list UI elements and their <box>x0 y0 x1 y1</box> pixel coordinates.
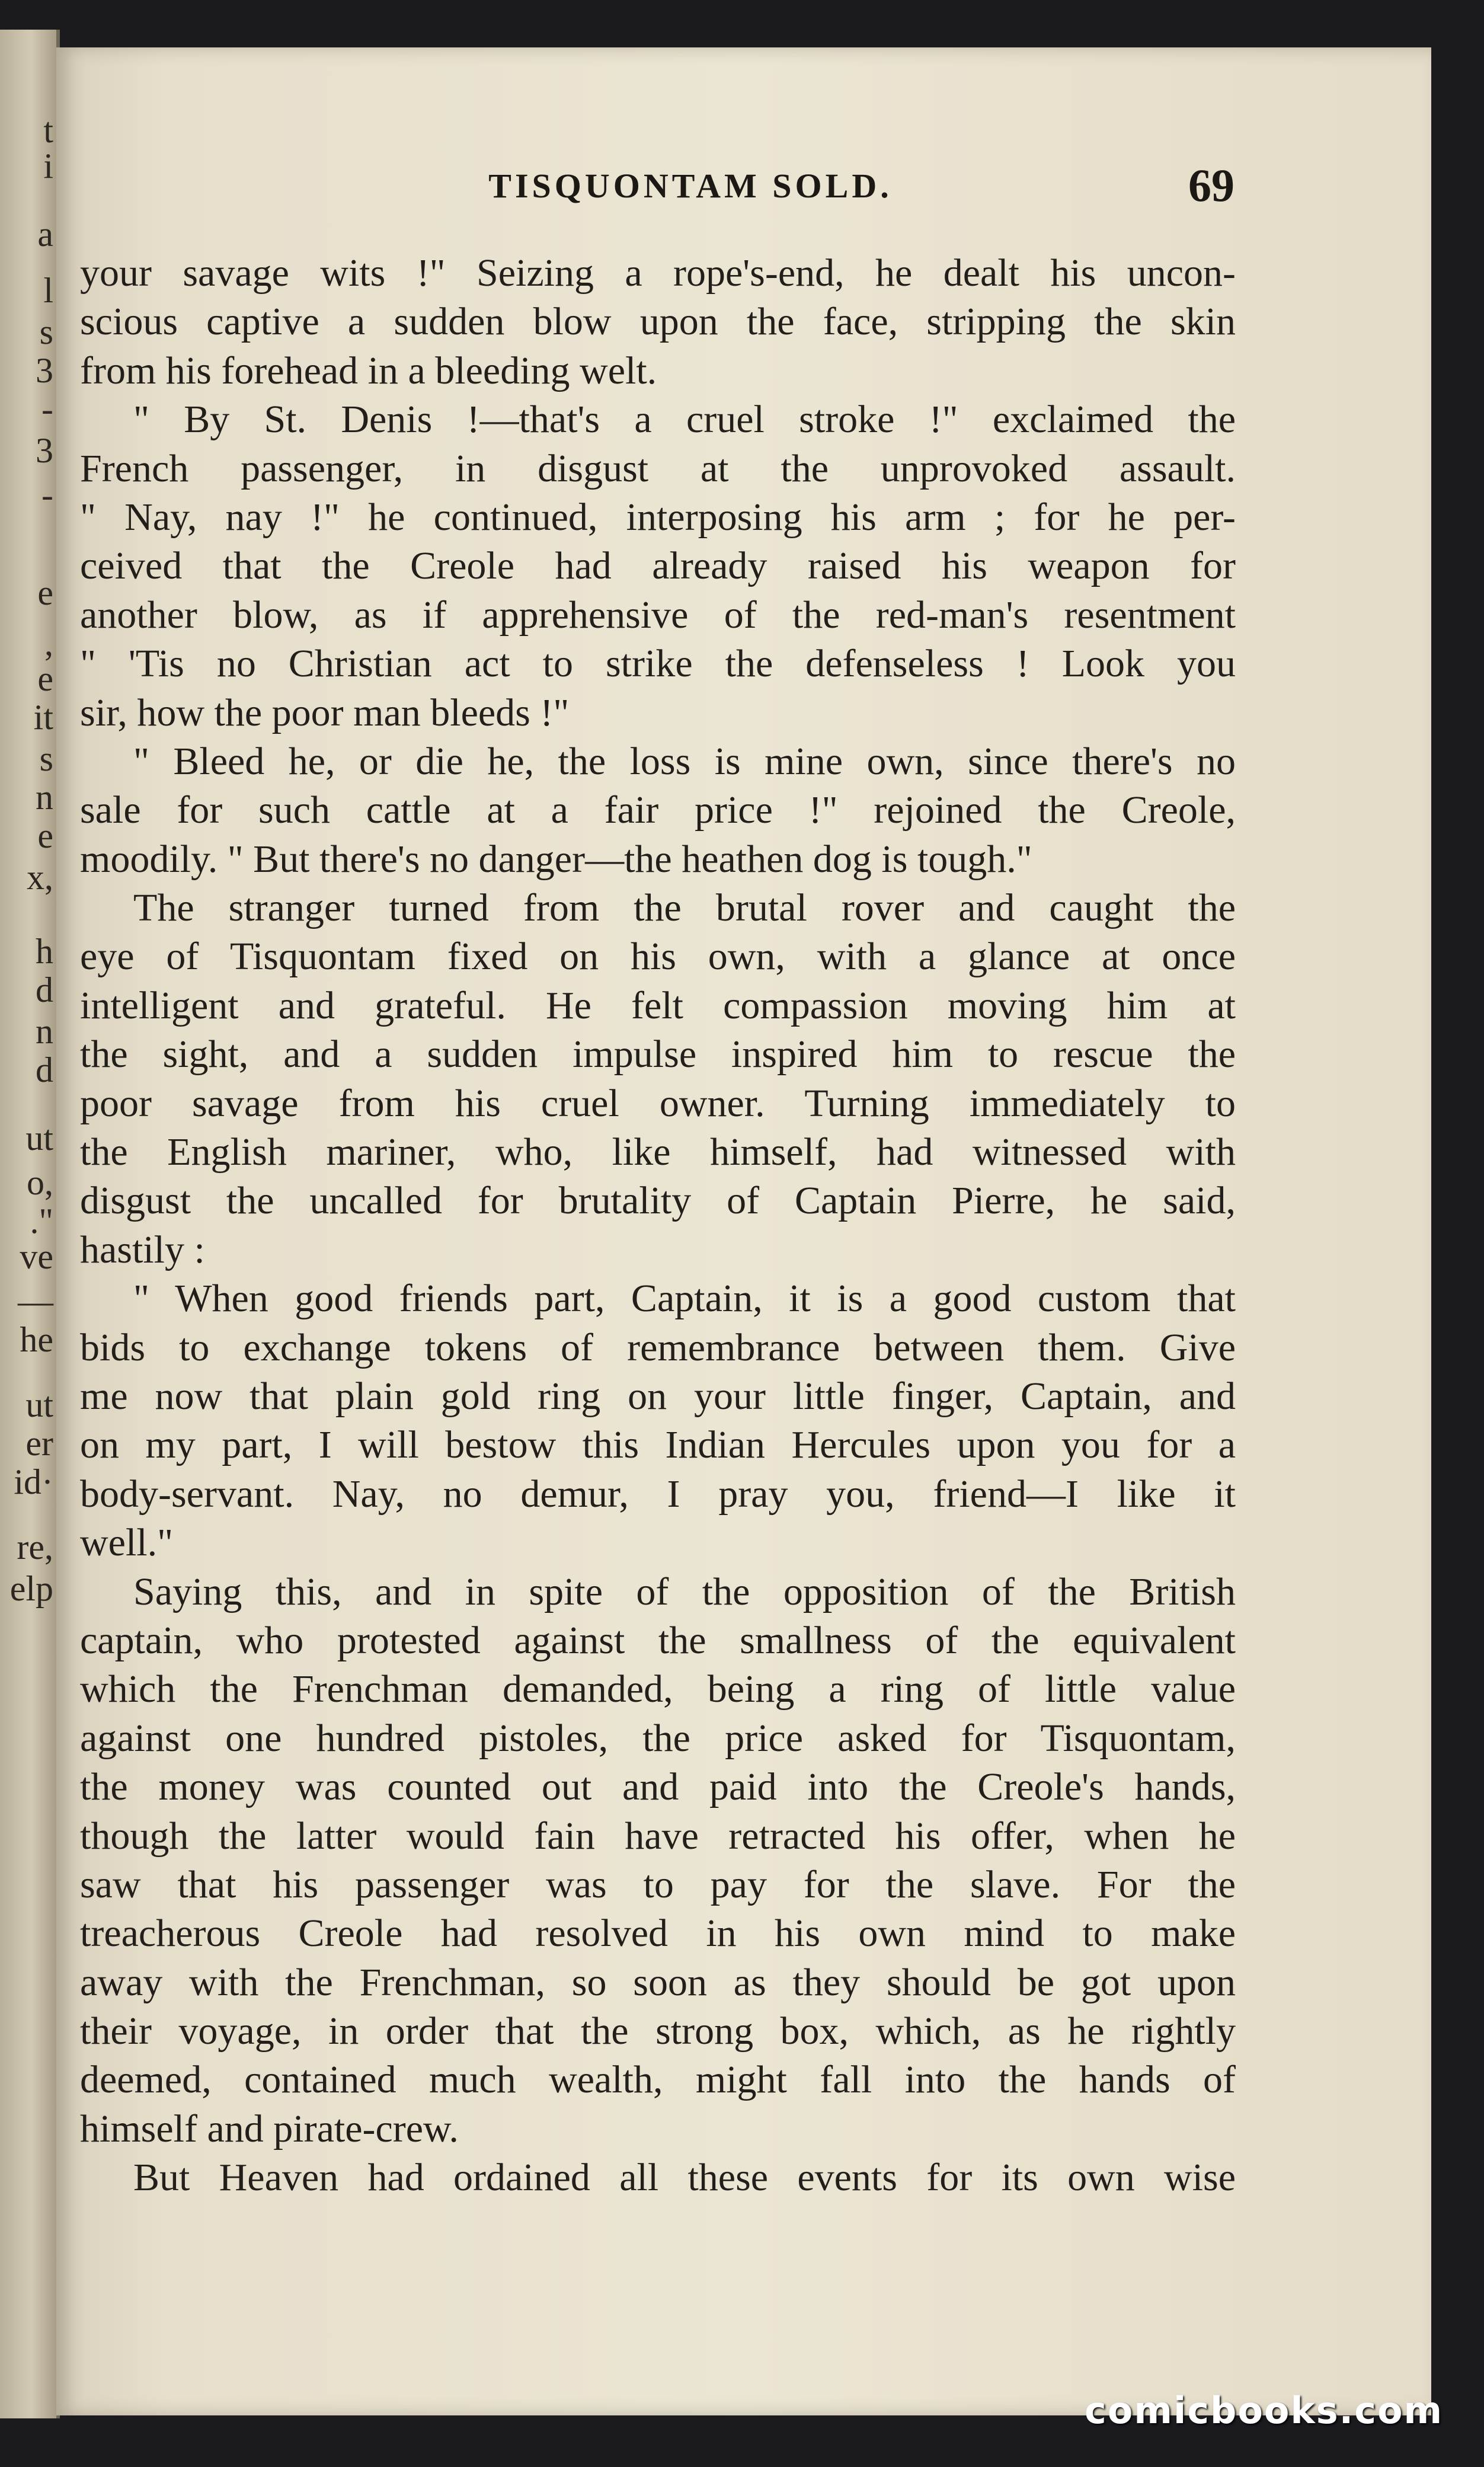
text-line: against one hundred pistoles, the price asked for Tisquontam, <box>80 1716 1236 1760</box>
previous-page-fragment: n <box>36 778 53 817</box>
previous-page-fragment: 3 <box>36 431 53 470</box>
text-line: the money was counted out and paid into the Creole's hands, <box>80 1765 1236 1809</box>
body-text <box>80 249 1236 2203</box>
previous-page-fragment: s <box>39 312 53 351</box>
text-line: me now that plain gold ring on your little finger, Captain, and <box>80 1374 1236 1418</box>
text-line: " Nay, nay !" he continued, interposing his arm ; for he per- <box>80 495 1236 539</box>
previous-page-fragment: re, <box>17 1528 53 1567</box>
text-line: deemed, contained much wealth, might fall into the hands of <box>80 2058 1236 2102</box>
text-line: eye of Tisquontam fixed on his own, with a glance at once <box>80 935 1236 979</box>
text-line: scious captive a sudden blow upon the face, stripping the skin <box>80 300 1236 344</box>
text-line: " 'Tis no Christian act to strike the defenseless ! Look you <box>80 642 1236 686</box>
previous-page-fragment: er <box>25 1424 53 1463</box>
text-line: moodily. " But there's no danger—the heathen dog is tough." <box>80 837 1032 881</box>
text-line: body-servant. Nay, no demur, I pray you, friend—I like it <box>80 1472 1236 1516</box>
text-line: captain, who protested against the smallness of the equivalent <box>80 1618 1236 1662</box>
text-line: your savage wits !" Seizing a rope's-end, he dealt his uncon- <box>80 251 1236 295</box>
previous-page-fragment: id· <box>14 1462 53 1501</box>
watermark: comicbooks.com <box>1085 2389 1444 2432</box>
previous-page-edge <box>0 30 60 2418</box>
text-line: away with the Frenchman, so soon as they should be got upon <box>80 1960 1236 2004</box>
previous-page-fragment: d <box>36 970 53 1009</box>
text-line: French passenger, in disgust at the unprovoked assault. <box>80 446 1236 490</box>
text-line: the English mariner, who, like himself, had witnessed with <box>80 1130 1236 1174</box>
previous-page-fragment: ut <box>25 1385 53 1424</box>
previous-page-fragment: - <box>41 389 53 429</box>
previous-page-fragment: e <box>37 816 53 855</box>
previous-page-fragment: , <box>44 624 53 663</box>
text-line: though the latter would fain have retracted his offer, when he <box>80 1814 1236 1858</box>
previous-page-fragment: l <box>43 271 53 310</box>
page-header <box>56 159 1431 237</box>
text-line: But Heaven had ordained all these events for its own wise <box>133 2156 1236 2200</box>
previous-page-fragment: s <box>39 739 53 778</box>
previous-page-fragment: 3 <box>36 351 53 390</box>
previous-page-fragment: ut <box>25 1119 53 1158</box>
previous-page-fragment: - <box>41 475 53 515</box>
text-line: " When good friends part, Captain, it is a good custom that <box>133 1277 1236 1321</box>
text-line: hastily : <box>80 1228 205 1271</box>
text-line: Saying this, and in spite of the opposition of the British <box>133 1570 1236 1613</box>
text-line: sir, how the poor man bleeds !" <box>80 691 570 734</box>
text-line: on my part, I will bestow this Indian Hercules upon you for a <box>80 1423 1236 1467</box>
previous-page-fragment: a <box>37 215 53 254</box>
text-line: another blow, as if apprehensive of the red-man's resentment <box>80 593 1236 637</box>
text-line: sale for such cattle at a fair price !" rejoined the Creole, <box>80 788 1236 832</box>
text-line: well." <box>80 1521 174 1565</box>
text-line: treacherous Creole had resolved in his own mind to make <box>80 1912 1236 1955</box>
text-line: their voyage, in order that the strong box, which, as he rightly <box>80 2009 1236 2053</box>
previous-page-fragment: e <box>37 573 53 612</box>
previous-page-fragment: d <box>36 1050 53 1089</box>
previous-page-fragment: ." <box>30 1201 53 1241</box>
previous-page-fragment: e <box>37 659 53 698</box>
previous-page-fragment: i <box>43 146 53 186</box>
text-line: from his forehead in a bleeding welt. <box>80 349 657 392</box>
previous-page-fragment: n <box>36 1012 53 1051</box>
running-title: TISQUONTAM SOLD. <box>488 167 893 205</box>
text-line: ceived that the Creole had already raised his weapon for <box>80 544 1236 588</box>
text-line: which the Frenchman demanded, being a ring of little value <box>80 1667 1236 1711</box>
previous-page-fragment: it <box>33 698 53 737</box>
previous-page-fragment: ve <box>20 1237 53 1276</box>
text-line: saw that his passenger was to pay for the slave. For the <box>80 1862 1236 1906</box>
previous-page-fragment: — <box>18 1282 53 1321</box>
text-line: " By St. Denis !—that's a cruel stroke !" exclaimed the <box>133 398 1236 442</box>
page-number: 69 <box>1188 159 1234 211</box>
previous-page-fragment: elp <box>9 1569 53 1608</box>
previous-page-fragment: h <box>36 932 53 971</box>
book-page <box>56 47 1431 2415</box>
previous-page-fragment: x, <box>27 858 53 897</box>
text-line: poor savage from his cruel owner. Turning immediately to <box>80 1081 1236 1125</box>
previous-page-fragment: o, <box>27 1163 53 1202</box>
text-line: " Bleed he, or die he, the loss is mine own, since there's no <box>133 739 1236 783</box>
text-line: bids to exchange tokens of remembrance between them. Give <box>80 1325 1236 1369</box>
text-line: the sight, and a sudden impulse inspired him to rescue the <box>80 1033 1236 1076</box>
text-line: The stranger turned from the brutal rover and caught the <box>133 886 1236 930</box>
text-line: himself and pirate-crew. <box>80 2107 459 2150</box>
text-line: disgust the uncalled for brutality of Captain Pierre, he said, <box>80 1179 1236 1223</box>
text-line: intelligent and grateful. He felt compassion moving him at <box>80 983 1236 1027</box>
previous-page-fragment: t <box>43 111 53 150</box>
previous-page-fragment: he <box>20 1320 53 1359</box>
